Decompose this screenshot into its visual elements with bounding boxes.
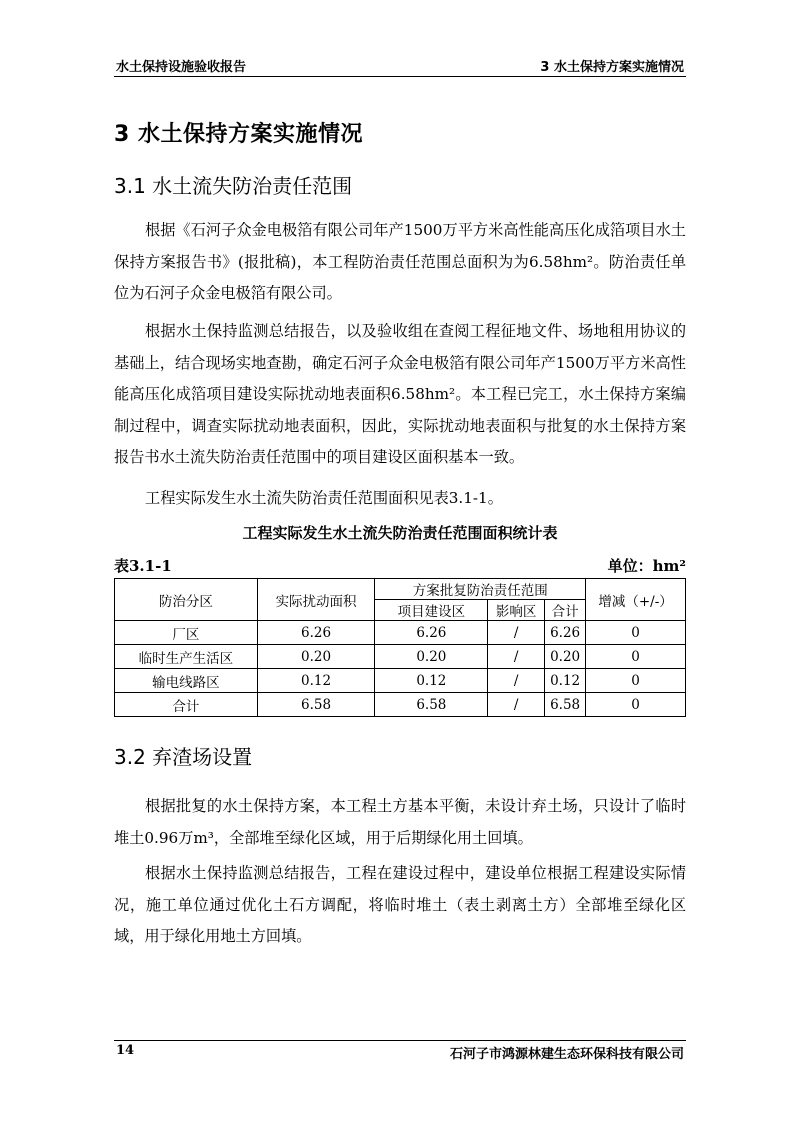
section-3-2-paragraph-2: 根据水土保持监测总结报告，工程在建设过程中，建设单位根据工程建设实际情况，施工单位通过优化土石方调配，将临时堆土（表土剥离土方）全部堆至绿化区域，用于绿化用地土方回填。 <box>114 864 686 945</box>
footer-company: 石河子市鸿源林建生态环保科技有限公司 <box>449 1047 684 1062</box>
cell-project: 6.58 <box>375 693 488 717</box>
section-3-1-paragraph-3: 工程实际发生水土流失防治责任范围面积见表3.1-1。 <box>145 489 503 507</box>
cell-total: 0.20 <box>545 645 586 669</box>
cell-influence: / <box>488 621 545 645</box>
cell-project: 6.26 <box>375 621 488 645</box>
cell-influence: / <box>488 645 545 669</box>
cell-zone: 合计 <box>115 693 258 717</box>
cell-change: 0 <box>586 645 686 669</box>
header-report-title: 水土保持设施验收报告 <box>116 60 247 75</box>
header-chapter-title: 3 水土保持方案实施情况 <box>540 60 684 75</box>
section-3-2-paragraph-1: 根据批复的水土保持方案，本工程土方基本平衡，未设计弃土场，只设计了临时堆土0.96万m³，全部堆至绿化区域，用于后期绿化用土回填。 <box>114 797 686 847</box>
cell-actual: 6.26 <box>257 621 375 645</box>
section-3-1-paragraph-1: 根据《石河子众金电极箔有限公司年产1500万平方米高性能高压化成箔项目水土保持方案报告书》(报批稿)，本工程防治责任范围总面积为为6.58hm²。防治责任单位为石河子众金电极箔有限公司。 <box>114 221 686 302</box>
page-number: 14 <box>116 1043 135 1058</box>
header-plan-group: 方案批复防治责任范围 <box>375 579 586 600</box>
cell-influence: / <box>488 669 545 693</box>
footer-divider <box>114 1040 686 1041</box>
table-row <box>115 621 686 645</box>
header-actual-area: 实际扰动面积 <box>257 579 375 621</box>
table-number: 表3.1-1 <box>114 557 172 575</box>
cell-total: 0.12 <box>545 669 586 693</box>
responsibility-area-table <box>114 578 686 717</box>
cell-total: 6.26 <box>545 621 586 645</box>
table-unit: 单位：hm² <box>607 557 686 575</box>
header-change: 增减（+/-） <box>586 579 686 621</box>
section-3-2-heading: 3.2 弃渣场设置 <box>114 745 253 769</box>
section-3-1-heading: 3.1 水土流失防治责任范围 <box>114 174 353 198</box>
cell-actual: 6.58 <box>257 693 375 717</box>
header-project-area: 项目建设区 <box>375 600 488 621</box>
cell-zone: 临时生产生活区 <box>115 645 258 669</box>
cell-change: 0 <box>586 669 686 693</box>
cell-actual: 0.12 <box>257 669 375 693</box>
cell-project: 0.12 <box>375 669 488 693</box>
cell-change: 0 <box>586 621 686 645</box>
table-title: 工程实际发生水土流失防治责任范围面积统计表 <box>242 524 558 542</box>
cell-zone: 输电线路区 <box>115 669 258 693</box>
cell-zone: 厂区 <box>115 621 258 645</box>
chapter-title: 3 水土保持方案实施情况 <box>114 122 363 147</box>
table-row <box>115 669 686 693</box>
header-influence-area: 影响区 <box>488 600 545 621</box>
table-row-total <box>115 693 686 717</box>
page-header <box>114 54 686 74</box>
cell-actual: 0.20 <box>257 645 375 669</box>
cell-influence: / <box>488 693 545 717</box>
table-header-row <box>115 579 686 600</box>
cell-total: 6.58 <box>545 693 586 717</box>
table-row <box>115 645 686 669</box>
section-3-1-paragraph-2: 根据水土保持监测总结报告，以及验收组在查阅工程征地文件、场地租用协议的基础上，结合现场实地查勘，确定石河子众金电极箔有限公司年产1500万平方米高性能高压化成箔项目建设实际扰动地表面积6.58hm²。本工程已完工，水土保持方案编制过程中，调查实际扰动地表面积，因此，实际扰动地表面积与批复的水土保持方案报告书水土流失防治责任范围中的项目建设区面积基本一致。 <box>114 322 686 466</box>
header-subtotal: 合计 <box>545 600 586 621</box>
cell-change: 0 <box>586 693 686 717</box>
cell-project: 0.20 <box>375 645 488 669</box>
header-zone: 防治分区 <box>115 579 258 621</box>
header-divider <box>114 76 686 77</box>
